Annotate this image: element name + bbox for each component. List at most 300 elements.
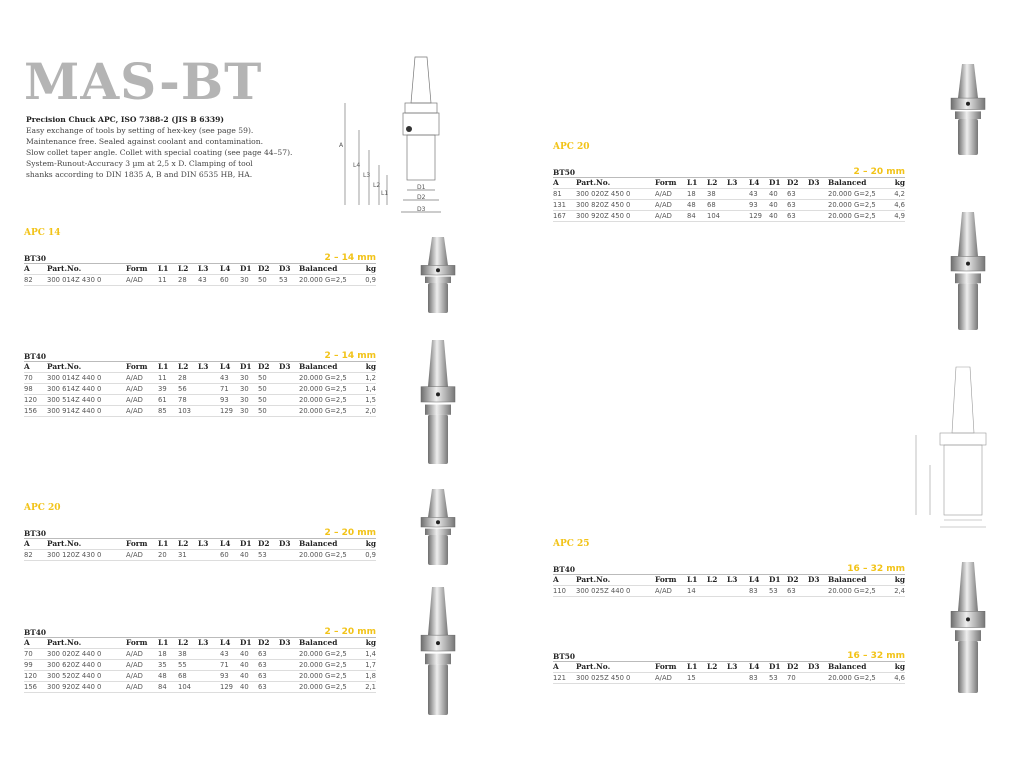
column-header: D1	[769, 178, 781, 187]
table-caption	[553, 166, 905, 178]
table-cell: 129	[749, 212, 762, 220]
table-cell: 104	[178, 683, 191, 691]
table-cell: A/AD	[126, 551, 143, 559]
clamping-range: 16 – 32 mm	[847, 564, 905, 574]
dim-label: L1	[381, 190, 389, 197]
tool-holder-image	[938, 210, 998, 332]
table-row	[24, 550, 376, 561]
dim-label: D3	[417, 206, 426, 213]
column-header: L1	[158, 362, 169, 371]
column-header: D3	[279, 264, 291, 273]
table-cell: 70	[24, 650, 33, 658]
clamping-range: 2 – 20 mm	[324, 528, 376, 538]
column-header: Form	[126, 264, 148, 273]
column-header: A	[553, 178, 559, 187]
table-cell: 61	[158, 396, 167, 404]
column-header: L3	[198, 539, 209, 548]
clamping-range: 2 – 20 mm	[853, 167, 905, 177]
column-header: kg	[894, 178, 905, 187]
table-cell: 99	[24, 661, 33, 669]
table-cell: 300 514Z 440 0	[47, 396, 102, 404]
column-header: A	[553, 575, 559, 584]
column-header: D2	[258, 362, 270, 371]
table-cell: 2,0	[365, 407, 376, 415]
table-cell: 120	[24, 396, 37, 404]
table-row	[24, 406, 376, 417]
table-cell	[808, 211, 828, 221]
table-cell: 156	[24, 407, 37, 415]
column-header: Balanced	[299, 264, 338, 273]
column-header: D3	[279, 638, 291, 647]
table-cell: 71	[220, 385, 229, 393]
table-cell: 63	[258, 650, 267, 658]
table-cell: 20.000 G=2,5	[299, 661, 347, 669]
column-header: Balanced	[828, 575, 867, 584]
table-cell	[707, 586, 727, 596]
table-row	[553, 586, 905, 597]
table-cell: 0,9	[365, 551, 376, 559]
table-cell: 131	[553, 201, 566, 209]
spec-table	[553, 650, 905, 684]
table-cell: 20.000 G=2,5	[299, 385, 347, 393]
table-cell	[198, 373, 220, 383]
table-header-row	[553, 575, 905, 586]
column-header: D1	[240, 638, 252, 647]
column-header: Part.No.	[47, 638, 82, 647]
section-title: APC 20	[24, 503, 61, 513]
clamping-range: 2 – 20 mm	[324, 627, 376, 637]
column-header: Part.No.	[47, 539, 82, 548]
dim-label: L4	[353, 162, 361, 169]
table-cell: 20	[158, 551, 167, 559]
table-cell: 11	[158, 276, 167, 284]
table-cell: 120	[24, 672, 37, 680]
table-cell: 103	[178, 407, 191, 415]
table-cell: A/AD	[655, 190, 672, 198]
intro-heading: Precision Chuck APC, ISO 7388-2 (JIS B 6339)	[26, 115, 225, 124]
table-cell: 48	[158, 672, 167, 680]
column-header: Form	[126, 638, 148, 647]
column-header: L3	[727, 575, 738, 584]
intro-line: Easy exchange of tools by setting of hex-key (see page 59).	[26, 126, 254, 135]
table-cell: 18	[687, 190, 696, 198]
column-header: D2	[787, 575, 799, 584]
table-cell: 81	[553, 190, 562, 198]
table-cell: A/AD	[655, 587, 672, 595]
table-cell: 300 520Z 440 0	[47, 672, 102, 680]
table-cell: 85	[158, 407, 167, 415]
table-cell	[727, 586, 749, 596]
table-cell	[808, 586, 828, 596]
table-cell: 83	[749, 587, 758, 595]
table-caption	[553, 650, 905, 662]
table-cell: 4,6	[894, 201, 905, 209]
table-cell: 40	[240, 551, 249, 559]
table-cell: 20.000 G=2,5	[828, 674, 876, 682]
column-header: L4	[749, 575, 760, 584]
table-header-row	[24, 638, 376, 649]
table-cell: A/AD	[126, 385, 143, 393]
table-cell: 78	[178, 396, 187, 404]
column-header: L1	[687, 178, 698, 187]
spec-table	[24, 350, 376, 417]
table-cell: 63	[787, 190, 796, 198]
table-cell	[198, 550, 220, 560]
table-cell: 300 025Z 450 0	[576, 674, 631, 682]
table-cell: 121	[553, 674, 566, 682]
table-cell: 71	[220, 661, 229, 669]
table-cell: 93	[220, 396, 229, 404]
table-cell: 60	[220, 551, 229, 559]
table-cell: 53	[258, 551, 267, 559]
table-cell: 30	[240, 276, 249, 284]
table-cell: 68	[707, 201, 716, 209]
table-cell: 20.000 G=2,5	[828, 212, 876, 220]
table-cell: 56	[178, 385, 187, 393]
table-cell	[279, 649, 299, 659]
table-header-row	[553, 178, 905, 189]
table-name: BT30	[24, 254, 47, 263]
table-cell	[279, 384, 299, 394]
table-cell: 30	[240, 396, 249, 404]
column-header: A	[553, 662, 559, 671]
table-cell: 40	[769, 190, 778, 198]
column-header: Balanced	[299, 362, 338, 371]
column-header: L3	[198, 638, 209, 647]
table-cell: 129	[220, 683, 233, 691]
table-cell: 43	[220, 374, 229, 382]
table-cell: 1,7	[365, 661, 376, 669]
table-cell: 28	[178, 276, 187, 284]
page-title: MAS-BT	[24, 52, 263, 111]
dim-label: A	[339, 142, 344, 149]
column-header: Balanced	[828, 178, 867, 187]
table-cell: 1,8	[365, 672, 376, 680]
table-cell: 300 914Z 440 0	[47, 407, 102, 415]
table-cell: 68	[178, 672, 187, 680]
table-cell: 1,2	[365, 374, 376, 382]
table-cell: 50	[258, 385, 267, 393]
table-cell	[707, 673, 727, 683]
column-header: Form	[655, 178, 677, 187]
section-title: APC 25	[553, 539, 590, 549]
table-cell: 20.000 G=2,5	[299, 276, 347, 284]
column-header: Form	[126, 539, 148, 548]
column-header: L4	[220, 638, 231, 647]
column-header: kg	[894, 575, 905, 584]
table-row	[553, 673, 905, 684]
spec-table	[553, 563, 905, 597]
table-cell: 20.000 G=2,5	[299, 672, 347, 680]
table-caption	[24, 252, 376, 264]
column-header: D1	[769, 662, 781, 671]
table-cell: 110	[553, 587, 566, 595]
table-cell: 300 920Z 450 0	[576, 212, 631, 220]
table-cell: 300 614Z 440 0	[47, 385, 102, 393]
column-header: Form	[655, 575, 677, 584]
column-header: D3	[808, 575, 820, 584]
table-row	[24, 373, 376, 384]
table-cell: 20.000 G=2,5	[299, 374, 347, 382]
table-cell: 38	[707, 190, 716, 198]
column-header: L2	[178, 638, 189, 647]
table-caption	[24, 350, 376, 362]
column-header: L3	[198, 362, 209, 371]
column-header: Part.No.	[47, 264, 82, 273]
table-cell: A/AD	[126, 683, 143, 691]
table-cell: 50	[258, 396, 267, 404]
table-cell: 300 025Z 440 0	[576, 587, 631, 595]
table-cell: 20.000 G=2,5	[299, 683, 347, 691]
table-cell: 48	[687, 201, 696, 209]
table-cell: 20.000 G=2,5	[828, 587, 876, 595]
section-title: APC 20	[553, 142, 590, 152]
table-cell: 55	[178, 661, 187, 669]
table-cell: 40	[240, 650, 249, 658]
table-cell: 2,1	[365, 683, 376, 691]
table-cell	[279, 550, 299, 560]
dim-label: D2	[417, 194, 426, 201]
table-cell: 63	[258, 672, 267, 680]
tool-holder-image	[408, 585, 468, 717]
intro-text	[26, 114, 326, 180]
column-header: D1	[240, 362, 252, 371]
table-cell	[279, 660, 299, 670]
clamping-range: 2 – 14 mm	[324, 351, 376, 361]
table-cell: 84	[687, 212, 696, 220]
column-header: L1	[687, 575, 698, 584]
table-cell: 63	[787, 201, 796, 209]
table-cell: A/AD	[126, 661, 143, 669]
table-cell	[198, 682, 220, 692]
table-cell: 300 120Z 430 0	[47, 551, 102, 559]
tool-holder-image	[938, 560, 998, 695]
table-cell: 300 620Z 440 0	[47, 661, 102, 669]
intro-line: shanks according to DIN 1835 A, B and DIN 6535 HB, HA.	[26, 170, 253, 179]
clamping-range: 16 – 32 mm	[847, 651, 905, 661]
clamping-range: 2 – 14 mm	[324, 253, 376, 263]
intro-line: Maintenance free. Sealed against coolant and contamination.	[26, 137, 264, 146]
table-cell: 20.000 G=2,5	[299, 396, 347, 404]
intro-line: System-Runout-Accuracy 3 µm at 2,5 x D. Clamping of tool	[26, 159, 253, 168]
table-cell: 70	[787, 674, 796, 682]
column-header: D2	[258, 638, 270, 647]
table-cell: 53	[769, 674, 778, 682]
table-cell: 15	[687, 674, 696, 682]
table-row	[24, 384, 376, 395]
column-header: Balanced	[828, 662, 867, 671]
table-cell: 20.000 G=2,5	[299, 551, 347, 559]
column-header: D1	[769, 575, 781, 584]
table-cell: 300 820Z 450 0	[576, 201, 631, 209]
dim-label: L3	[363, 172, 371, 179]
table-cell: 50	[258, 407, 267, 415]
column-header: L2	[178, 362, 189, 371]
table-cell: 98	[24, 385, 33, 393]
table-row	[24, 649, 376, 660]
table-cell: 20.000 G=2,5	[299, 407, 347, 415]
column-header: Part.No.	[576, 662, 611, 671]
column-header: L3	[198, 264, 209, 273]
table-cell	[727, 189, 749, 199]
column-header: Form	[126, 362, 148, 371]
table-cell: A/AD	[655, 674, 672, 682]
column-header: Part.No.	[576, 575, 611, 584]
table-cell: 300 020Z 440 0	[47, 650, 102, 658]
table-cell: 18	[158, 650, 167, 658]
table-cell: 40	[769, 201, 778, 209]
table-cell	[727, 211, 749, 221]
intro-line: Slow collet taper angle. Collet with special coating (see page 44–57).	[26, 148, 293, 157]
table-name: BT40	[24, 628, 47, 637]
table-cell	[198, 649, 220, 659]
column-header: D3	[279, 539, 291, 548]
table-cell: 156	[24, 683, 37, 691]
table-cell: 40	[240, 661, 249, 669]
table-cell: 63	[258, 683, 267, 691]
column-header: L1	[158, 264, 169, 273]
table-cell	[279, 682, 299, 692]
column-header: L4	[749, 662, 760, 671]
table-cell	[808, 673, 828, 683]
table-name: BT40	[553, 565, 576, 574]
table-cell	[279, 395, 299, 405]
column-header: D1	[240, 539, 252, 548]
table-cell: 40	[240, 672, 249, 680]
table-name: BT30	[24, 529, 47, 538]
table-cell: 43	[220, 650, 229, 658]
table-cell	[808, 189, 828, 199]
table-cell: 167	[553, 212, 566, 220]
table-row	[24, 671, 376, 682]
column-header: L1	[158, 638, 169, 647]
column-header: L4	[749, 178, 760, 187]
table-cell: A/AD	[655, 212, 672, 220]
column-header: L1	[158, 539, 169, 548]
table-cell: 1,4	[365, 650, 376, 658]
table-cell: 50	[258, 276, 267, 284]
table-cell: 93	[220, 672, 229, 680]
table-name: BT40	[24, 352, 47, 361]
table-cell: 40	[240, 683, 249, 691]
table-cell: 53	[279, 276, 288, 284]
table-cell: 30	[240, 374, 249, 382]
table-cell	[279, 671, 299, 681]
table-cell	[198, 406, 220, 416]
table-cell	[279, 406, 299, 416]
column-header: D3	[808, 178, 820, 187]
table-row	[24, 682, 376, 693]
table-cell: 63	[787, 587, 796, 595]
column-header: D2	[787, 178, 799, 187]
table-header-row	[553, 662, 905, 673]
tool-holder-image	[408, 487, 468, 567]
tool-holder-image	[408, 235, 468, 315]
column-header: L4	[220, 362, 231, 371]
column-header: L2	[707, 662, 718, 671]
column-header: L3	[727, 662, 738, 671]
column-header: L1	[687, 662, 698, 671]
table-cell: 60	[220, 276, 229, 284]
table-cell	[198, 395, 220, 405]
table-cell: A/AD	[126, 672, 143, 680]
table-cell: A/AD	[655, 201, 672, 209]
table-cell: 1,5	[365, 396, 376, 404]
spec-table	[24, 626, 376, 693]
column-header: kg	[365, 638, 376, 647]
table-cell	[198, 384, 220, 394]
table-cell: 104	[707, 212, 720, 220]
table-cell: 300 020Z 450 0	[576, 190, 631, 198]
table-cell: 2,4	[894, 587, 905, 595]
column-header: D3	[279, 362, 291, 371]
table-cell: 20.000 G=2,5	[828, 190, 876, 198]
spec-table	[24, 527, 376, 561]
table-cell: 40	[769, 212, 778, 220]
spec-table	[553, 166, 905, 222]
column-header: Part.No.	[576, 178, 611, 187]
table-header-row	[24, 539, 376, 550]
column-header: Balanced	[299, 539, 338, 548]
table-cell: 11	[158, 374, 167, 382]
table-cell	[198, 671, 220, 681]
column-header: L3	[727, 178, 738, 187]
table-cell: A/AD	[126, 374, 143, 382]
table-cell: 43	[749, 190, 758, 198]
column-header: L2	[178, 539, 189, 548]
table-cell: 31	[178, 551, 187, 559]
table-cell: 300 014Z 440 0	[47, 374, 102, 382]
table-header-row	[24, 362, 376, 373]
table-cell: A/AD	[126, 276, 143, 284]
table-row	[24, 275, 376, 286]
table-cell: 53	[769, 587, 778, 595]
table-cell: 50	[258, 374, 267, 382]
column-header: L2	[707, 575, 718, 584]
column-header: A	[24, 264, 30, 273]
table-cell: 82	[24, 551, 33, 559]
column-header: D2	[258, 539, 270, 548]
table-cell: 39	[158, 385, 167, 393]
column-header: L4	[220, 264, 231, 273]
table-cell: 0,9	[365, 276, 376, 284]
table-caption	[24, 527, 376, 539]
table-cell: 84	[158, 683, 167, 691]
table-cell: 30	[240, 407, 249, 415]
table-cell: A/AD	[126, 396, 143, 404]
table-cell: 83	[749, 674, 758, 682]
column-header: kg	[365, 264, 376, 273]
table-row	[24, 660, 376, 671]
table-cell: 63	[787, 212, 796, 220]
tool-holder-image	[408, 338, 468, 466]
table-caption	[553, 563, 905, 575]
table-cell: 4,6	[894, 674, 905, 682]
dim-label: L2	[373, 182, 381, 189]
column-header: Form	[655, 662, 677, 671]
column-header: Part.No.	[47, 362, 82, 371]
column-header: D2	[258, 264, 270, 273]
column-header: L4	[220, 539, 231, 548]
technical-drawing-apc25	[910, 365, 990, 530]
table-row	[553, 200, 905, 211]
table-cell: 129	[220, 407, 233, 415]
table-cell: A/AD	[126, 650, 143, 658]
table-header-row	[24, 264, 376, 275]
column-header: Balanced	[299, 638, 338, 647]
column-header: D1	[240, 264, 252, 273]
dim-label: D1	[417, 184, 426, 191]
